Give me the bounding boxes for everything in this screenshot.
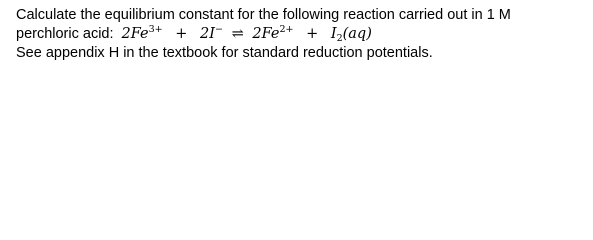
reactant-1-coefficient: 2	[121, 26, 131, 42]
product-2-state: (aq)	[342, 26, 372, 42]
question-line-2	[16, 25, 586, 44]
equilibrium-arrow: ⇌	[231, 26, 244, 42]
reactant-1-charge: 3+	[148, 24, 163, 35]
product-1-coefficient: 2	[252, 26, 262, 42]
line2-prefix: perchloric acid:	[16, 26, 114, 42]
product-2-species: I	[330, 26, 337, 42]
question-text	[16, 6, 586, 63]
reaction-equation	[122, 26, 372, 42]
reactant-2-species: I	[209, 26, 215, 42]
reactant-1-species: Fe	[130, 26, 149, 42]
product-1-species: Fe	[261, 26, 280, 42]
reactant-2-coefficient: 2	[200, 26, 210, 42]
question-line-3: See appendix H in the textbook for standard reduction potentials.	[16, 45, 433, 61]
product-2-subscript: 2	[336, 33, 343, 44]
reactant-2-charge: −	[215, 24, 223, 35]
product-1-charge: 2+	[279, 24, 294, 35]
plus-sign-2: +	[306, 26, 319, 42]
question-line-1: Calculate the equilibrium constant for the following reaction carried out in 1 M	[16, 7, 511, 23]
plus-sign-1: +	[175, 26, 188, 42]
